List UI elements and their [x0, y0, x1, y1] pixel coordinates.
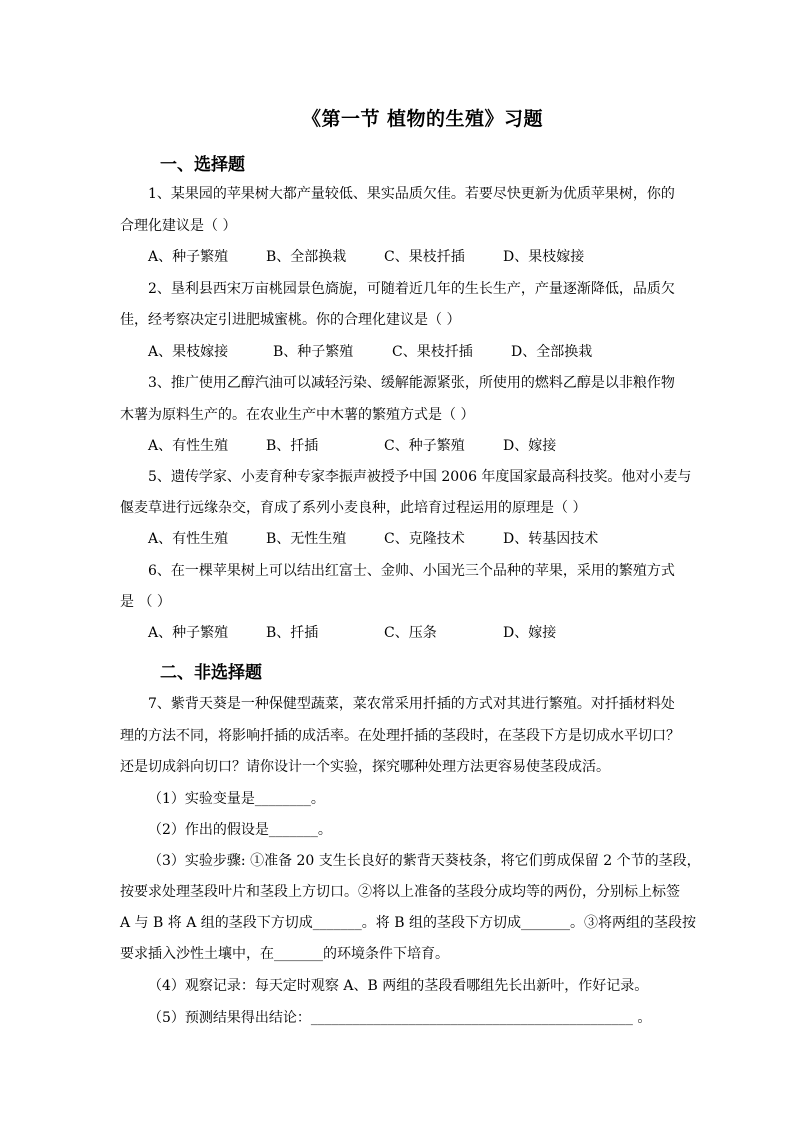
question-7-sub-3-line-3: A 与 B 将 A 组的茎段下方切成_______。将 B 组的茎段下方切成_______。③将两组的茎段按 — [120, 915, 696, 931]
question-7-line-3: 还是切成斜向切口？请你设计一个实验，探究哪种处理方法更容易使茎段成活。 — [120, 759, 610, 775]
option-b: B、无性生殖 — [266, 531, 347, 547]
option-a: A、种子繁殖 — [148, 625, 229, 641]
option-c: C、果枝扦插 — [392, 344, 473, 360]
question-5-line-1: 5、遗传学家、小麦育种专家李振声被授予中国 2006 年度国家最高科技奖。他对小麦与 — [148, 469, 692, 485]
question-7-sub-1: （1）实验变量是________。 — [148, 791, 325, 807]
section-heading-choice: 一、选择题 — [160, 155, 245, 175]
option-d: D、转基因技术 — [503, 531, 599, 547]
option-b: B、种子繁殖 — [273, 344, 354, 360]
option-a: A、有性生殖 — [148, 438, 229, 454]
question-7-sub-3-line-4: 要求插入沙性土壤中，在_______的环境条件下培育。 — [120, 946, 449, 962]
option-a: A、有性生殖 — [148, 531, 229, 547]
option-b: B、扦插 — [266, 625, 319, 641]
question-7-line-2: 理的方法不同，将影响扦插的成活率。在处理扦插的茎段时，在茎段下方是切成水平切口？ — [120, 728, 680, 744]
question-7-sub-4: （4）观察记录：每天定时观察 A、B 两组的茎段看哪组先长出新叶，作好记录。 — [148, 978, 649, 994]
question-6-line-2: 是 （ ） — [120, 594, 171, 610]
option-d: D、果枝嫁接 — [503, 249, 585, 265]
question-7-line-1: 7、紫背天葵是一种保健型蔬菜，菜农常采用扦插的方式对其进行繁殖。对扦插材料处 — [148, 696, 675, 712]
option-c: C、克隆技术 — [384, 531, 465, 547]
question-1-line-2: 合理化建议是（ ） — [120, 218, 237, 234]
question-6-line-1: 6、在一棵苹果树上可以结出红富士、金帅、小国光三个品种的苹果，采用的繁殖方式 — [148, 563, 675, 579]
option-d: D、嫁接 — [503, 438, 557, 454]
option-c: C、种子繁殖 — [384, 438, 465, 454]
option-b: B、扦插 — [266, 438, 319, 454]
question-1-line-1: 1、某果园的苹果树大都产量较低、果实品质欠佳。若要尽快更新为优质苹果树，你的 — [148, 186, 675, 202]
section-heading-nonchoice: 二、非选择题 — [160, 663, 262, 683]
option-a: A、种子繁殖 — [148, 249, 229, 265]
option-c: C、压条 — [384, 625, 437, 641]
page-title: 《第一节 植物的生殖》习题 — [301, 108, 544, 130]
question-2-line-1: 2、垦利县西宋万亩桃园景色旖旎，可随着近几年的生长生产，产量逐渐降低，品质欠 — [148, 281, 675, 297]
question-3-line-2: 木薯为原料生产的。在农业生产中木薯的繁殖方式是（ ） — [120, 407, 475, 423]
question-7-sub-3-line-2: 按要求处理茎段叶片和茎段上方切口。②将以上准备的茎段分成均等的两份，分别标上标签 — [120, 884, 680, 900]
option-c: C、果枝扦插 — [384, 249, 465, 265]
option-d: D、嫁接 — [503, 625, 557, 641]
question-5-line-2: 偃麦草进行远缘杂交，育成了系列小麦良种，此培育过程运用的原理是（ ） — [120, 500, 587, 516]
option-a: A、果枝嫁接 — [148, 344, 229, 360]
option-d: D、全部换栽 — [511, 344, 593, 360]
question-7-sub-2: （2）作出的假设是_______。 — [148, 822, 332, 838]
question-3-line-1: 3、推广使用乙醇汽油可以减轻污染、缓解能源紧张，所使用的燃料乙醇是以非粮作物 — [148, 375, 675, 391]
option-b: B、全部换栽 — [266, 249, 347, 265]
question-7-sub-3-line-1: （3）实验步骤: ①准备 20 支生长良好的紫背天葵枝条，将它们剪成保留 2 个节的茎段， — [148, 853, 701, 869]
question-7-sub-5: （5）预测结果得出结论：______________________________________________ 。 — [148, 1010, 652, 1026]
question-2-line-2: 佳，经考察决定引进肥城蜜桃。你的合理化建议是（ ） — [120, 312, 461, 328]
